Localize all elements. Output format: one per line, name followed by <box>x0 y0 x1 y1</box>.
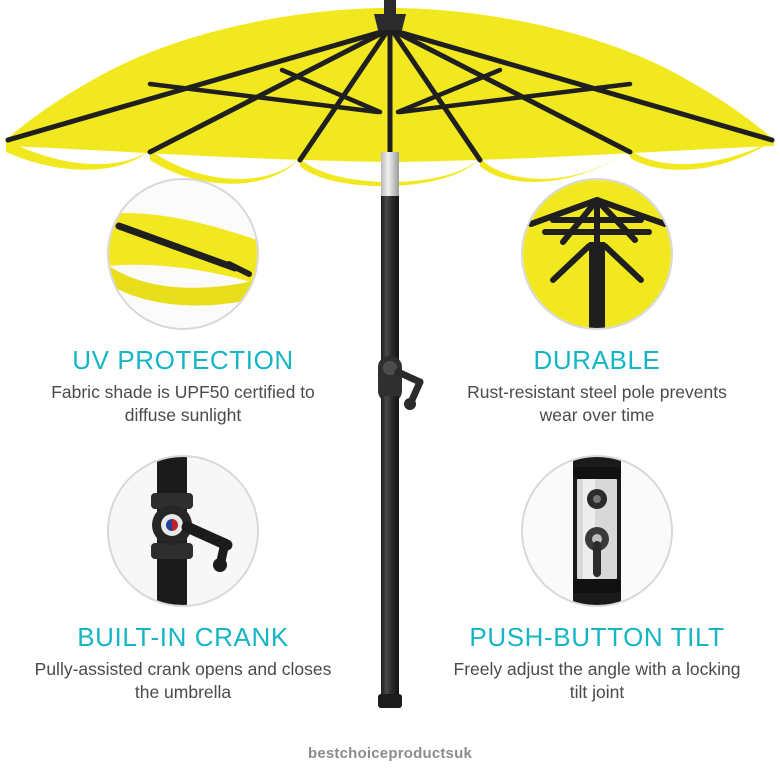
crank-handle-icon <box>107 455 259 607</box>
steel-pole-hub-icon <box>521 178 673 330</box>
feature-description: Rust-resistant steel pole prevents wear over time <box>467 381 727 425</box>
canopy-fabric-edge-icon <box>107 178 259 330</box>
feature-title: DURABLE <box>533 345 661 375</box>
pole-upper-chrome <box>381 152 399 202</box>
tilt-joint <box>378 356 402 402</box>
pole-foot <box>378 694 402 708</box>
pole-upper <box>381 196 399 366</box>
feature-description: Pully-assisted crank opens and closes the umbrella <box>34 658 332 702</box>
feature-push-button-tilt <box>432 455 762 704</box>
canopy-finial <box>374 0 406 30</box>
feature-title: BUILT-IN CRANK <box>77 622 289 652</box>
crank-knob <box>404 398 416 410</box>
tilt-button-joint-icon <box>521 455 673 607</box>
feature-description: Freely adjust the angle with a locking tilt joint <box>453 658 741 702</box>
feature-durable <box>432 178 762 427</box>
feature-built-in-crank <box>18 455 348 704</box>
pole-lower <box>381 396 399 702</box>
feature-description: Fabric shade is UPF50 certified to diffuse sunlight <box>51 381 315 425</box>
brand-watermark: bestchoiceproductsuk <box>307 745 473 762</box>
feature-title: PUSH-BUTTON TILT <box>469 622 725 652</box>
feature-uv-protection <box>18 178 348 427</box>
feature-title: UV PROTECTION <box>72 345 294 375</box>
